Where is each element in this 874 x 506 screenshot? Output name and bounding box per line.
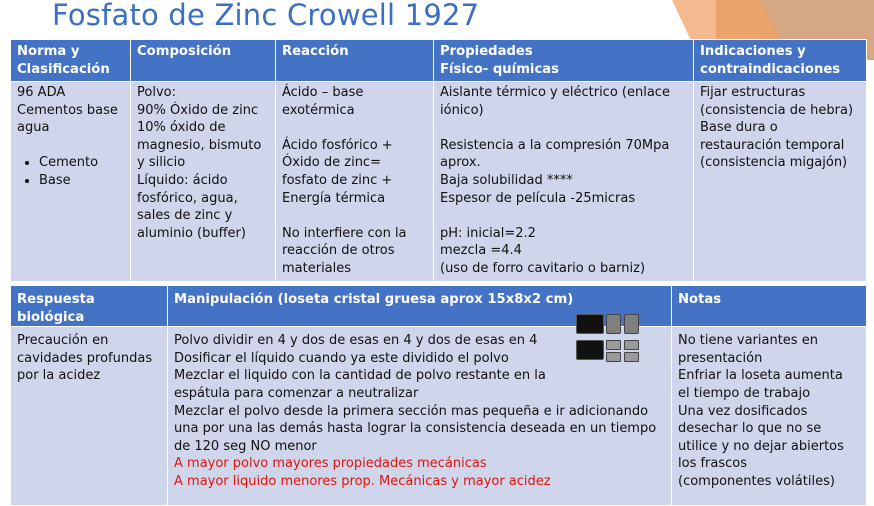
header-composicion: Composición [131, 40, 276, 82]
list-item: • Cemento [39, 154, 124, 172]
header-notas: Notas [672, 286, 867, 327]
norma-bullet-list [17, 154, 124, 189]
header-propiedades: Propiedades Físico- químicas [434, 40, 694, 82]
cell-respuesta: Precaución en cavidades profundas por la acidez [11, 327, 168, 506]
cell-manipulacion: Polvo dividir en 4 y dos de esas en 4 y dos de esas en 4 Dosificar el líquido cuando ya este dividido el polvo Mezclar el liquido con la cantidad de polvo restante en la espátula para comenzar a neutralizar Mezclar el polvo desde la primera sección mas pequeña e ir adicionando una por una las demás hasta lograr la consistencia deseada en un tiempo de 120 seg NO menor A mayor polvo mayores propiedades mecánicas A mayor liquido menores prop. Mecánicas y mayor acidez [168, 327, 672, 506]
properties-table [10, 39, 867, 282]
manipulation-table [10, 285, 867, 506]
header-reaccion: Reacción [276, 40, 434, 82]
powder-portion-small [624, 352, 639, 362]
header-respuesta: Respuesta biológica [11, 286, 168, 327]
powder-portion-large [576, 340, 604, 360]
header-manipulacion: Manipulación (loseta cristal gruesa aprox 15x8x2 cm) [168, 286, 672, 327]
powder-portion-small [606, 352, 621, 362]
powder-portion-large [576, 314, 604, 334]
cell-reaccion: Ácido – base exotérmica Ácido fosfórico + Óxido de zinc= fosfato de zinc + Energía térmica No interfiere con la reacción de otros materiales [276, 82, 434, 282]
cell-propiedades: Aislante térmico y eléctrico (enlace iónico) Resistencia a la compresión 70Mpa aprox. Baja solubilidad **** Espesor de película -25micras pH: inicial=2.2 mezcla =4.4 (uso de forro cavitario o barniz) [434, 82, 694, 282]
cell-norma: 96 ADA Cementos base agua • Cemento • Base [11, 82, 131, 282]
header-norma: Norma y Clasificación [11, 40, 131, 82]
powder-portion-small [624, 340, 639, 350]
powder-portion-small [606, 340, 621, 350]
cell-indicaciones: Fijar estructuras (consistencia de hebra) Base dura o restauración temporal (consistencia migajón) [694, 82, 867, 282]
list-item: • Base [39, 172, 124, 190]
powder-portion-medium [624, 314, 639, 334]
cell-notas: No tiene variantes en presentación Enfriar la loseta aumenta el tiempo de trabajo Una vez dosificados desechar lo que no se utilice y no dejar abiertos los frascos (componentes volátiles) [672, 327, 867, 506]
header-indicaciones: Indicaciones y contraindicaciones [694, 40, 867, 82]
powder-portion-medium [606, 314, 621, 334]
slide-title: Fosfato de Zinc Crowell 1927 [52, 0, 480, 32]
cell-composicion: Polvo: 90% Óxido de zinc 10% óxido de magnesio, bismuto y silicio Líquido: ácido fosfórico, agua, sales de zinc y aluminio (buffer) [131, 82, 276, 282]
